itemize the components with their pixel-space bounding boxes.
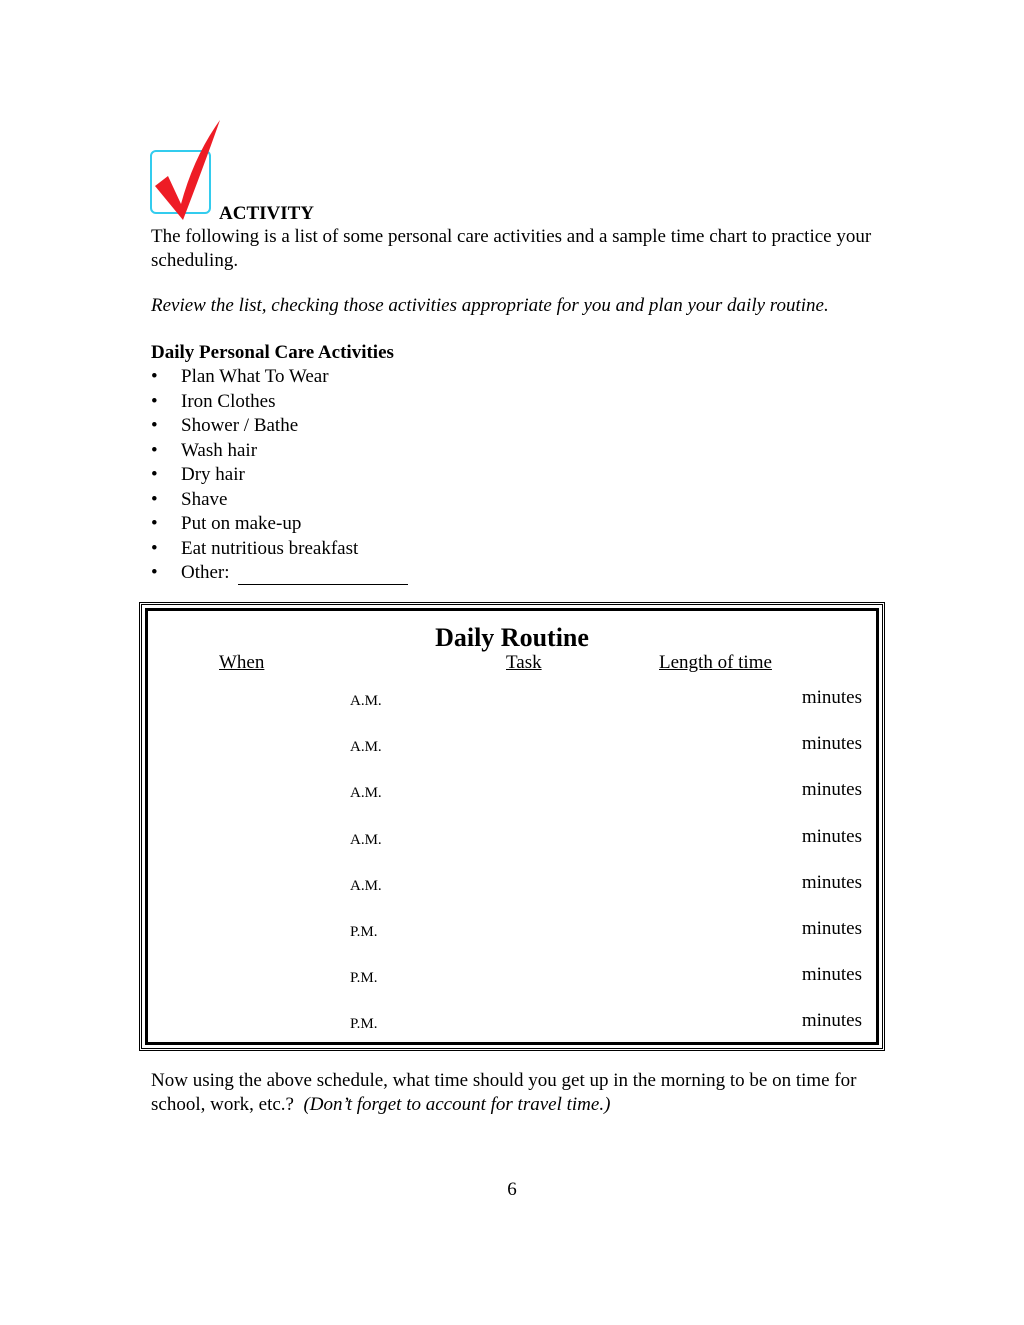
column-header-task: Task	[506, 652, 542, 673]
instruction-paragraph: Review the list, checking those activities appropriate for you and plan your daily routine.	[151, 295, 829, 316]
list-item	[151, 414, 408, 439]
list-item	[151, 439, 408, 464]
column-header-length: Length of time	[659, 652, 772, 673]
row-period-label: A.M.	[350, 877, 382, 894]
row-unit-label: minutes	[801, 1010, 862, 1032]
list-item-label: Shower / Bathe	[181, 415, 299, 436]
routine-row	[148, 963, 876, 987]
list-item-label: Other:	[181, 562, 230, 583]
row-unit-label: minutes	[801, 871, 862, 893]
row-period-label: A.M.	[350, 831, 382, 848]
row-unit-label: minutes	[801, 918, 862, 939]
closing-paragraph	[151, 1069, 891, 1117]
daily-routine-box	[139, 602, 885, 1051]
row-period-label: A.M.	[350, 693, 382, 709]
routine-row	[148, 825, 876, 849]
column-header-when: When	[219, 652, 265, 673]
row-period-label: A.M.	[350, 785, 382, 802]
routine-title: Daily Routine	[435, 623, 589, 652]
row-unit-label: minutes	[801, 733, 862, 755]
routine-row	[148, 1009, 876, 1033]
bullet-icon: •	[151, 390, 158, 412]
list-item-label: Iron Clothes	[181, 390, 276, 412]
bullet-icon: •	[151, 464, 158, 485]
list-heading: Daily Personal Care Activities	[151, 342, 394, 363]
bullet-icon: •	[151, 513, 158, 534]
row-period-label: P.M.	[350, 924, 378, 940]
routine-row	[148, 778, 876, 802]
list-item-label: Wash hair	[181, 439, 258, 461]
page-number: 6	[507, 1179, 517, 1200]
bullet-icon: •	[151, 439, 158, 461]
list-item-other	[151, 561, 408, 586]
closing-question: Now using the above schedule, what time should you get up in the morning to be on time for school, work, etc.?	[151, 1070, 857, 1115]
bullet-icon: •	[151, 488, 158, 510]
row-period-label: A.M.	[350, 739, 382, 756]
bullet-icon: •	[151, 366, 158, 387]
daily-routine-inner-border	[145, 608, 879, 1045]
list-item	[151, 365, 408, 390]
routine-row	[148, 871, 876, 895]
row-unit-label: minutes	[801, 825, 862, 847]
bullet-icon: •	[151, 537, 158, 559]
list-item-label: Put on make-up	[181, 513, 302, 534]
other-blank-line[interactable]	[238, 564, 408, 585]
row-period-label: P.M.	[350, 970, 378, 987]
list-item-label: Plan What To Wear	[181, 366, 329, 387]
closing-note: (Don’t forget to account for travel time.)	[303, 1094, 611, 1115]
row-period-label: P.M.	[350, 1016, 378, 1033]
routine-row	[148, 732, 876, 756]
list-item	[151, 512, 408, 537]
list-item	[151, 537, 408, 562]
row-unit-label: minutes	[801, 964, 862, 986]
list-item	[151, 463, 408, 488]
row-unit-label: minutes	[801, 779, 862, 801]
row-unit-label: minutes	[801, 687, 862, 708]
red-checkmark-icon	[148, 118, 224, 224]
bullet-icon: •	[151, 562, 158, 583]
list-item-label: Dry hair	[181, 464, 245, 485]
activity-list	[151, 365, 408, 586]
bullet-icon: •	[151, 415, 158, 436]
routine-row	[148, 686, 876, 710]
list-item	[151, 488, 408, 513]
activity-heading: ACTIVITY	[219, 203, 315, 224]
list-item-label: Shave	[181, 488, 228, 510]
routine-row	[148, 917, 876, 941]
list-item	[151, 390, 408, 415]
list-item-label: Eat nutritious breakfast	[181, 537, 359, 559]
intro-paragraph: The following is a list of some personal care activities and a sample time chart to practice your scheduling.	[151, 226, 872, 271]
